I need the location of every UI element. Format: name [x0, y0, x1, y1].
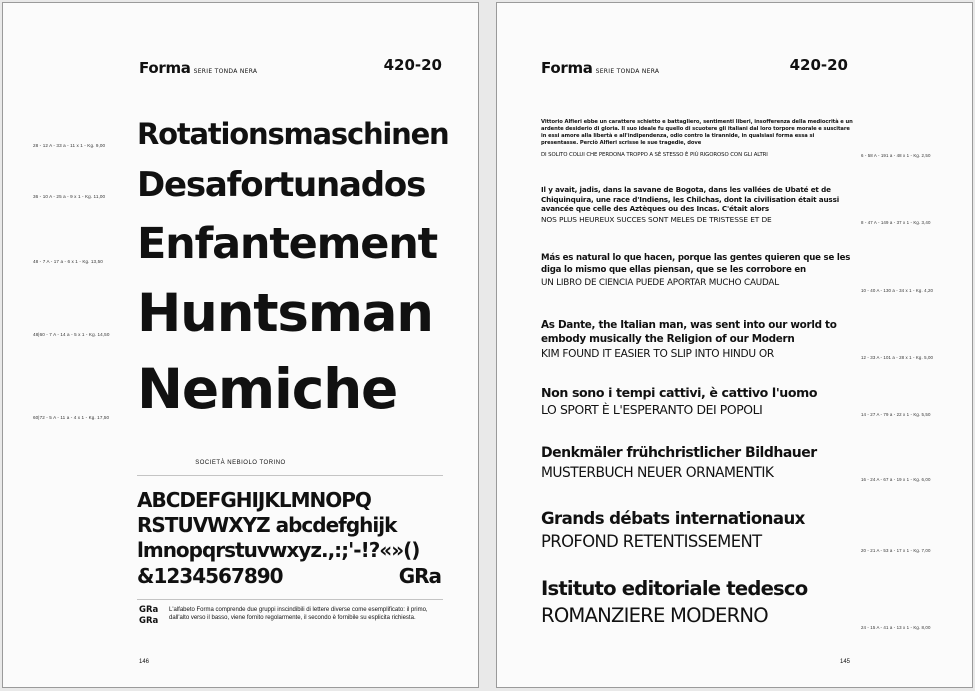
specimen-caps: PROFOND RETENTISSEMENT — [541, 532, 762, 551]
glyph-variant-1: GRa — [139, 605, 159, 615]
size-spec: 14 - 27 A - 79 a - 22 x 1 - Kg. 5,50 — [861, 412, 931, 417]
specimen-word: Rotationsmaschinen — [137, 117, 449, 151]
left-page — [2, 2, 479, 688]
size-spec: 48|60 - 7 A - 14 a - 5 x 1 - Kg. 14,50 — [33, 332, 110, 337]
specimen-caps: NOS PLUS HEUREUX SUCCES SONT MELES DE TRISTESSE ET DE — [541, 214, 772, 224]
glyph-variant-2: GRa — [139, 616, 159, 626]
divider — [137, 475, 443, 476]
specimen-block — [541, 443, 853, 483]
specimen-block — [541, 507, 853, 553]
alternate-glyphs: GRa — [398, 564, 441, 588]
catalog-code: 420-20 — [383, 56, 442, 74]
divider — [137, 599, 443, 600]
size-spec: 36 - 10 A - 25 a - 9 x 1 - Kg. 11,00 — [33, 194, 106, 199]
specimen-block — [541, 575, 853, 629]
size-spec: 10 - 40 A - 130 a - 34 x 1 - Kg. 4,20 — [861, 288, 934, 293]
numerals: &1234567890 — [137, 564, 283, 588]
page-header-title — [139, 59, 257, 77]
page-number: 146 — [139, 659, 150, 665]
specimen-caps: ROMANZIERE MODERNO — [541, 604, 768, 627]
specimen-word: Nemiche — [137, 357, 398, 421]
specimen-block — [541, 318, 853, 362]
specimen-block — [541, 185, 853, 225]
specimen-text: Denkmäler frühchristlicher Bildhauer — [541, 445, 817, 461]
alphabet-note: L'alfabeto Forma comprende due gruppi inscindibili di lettere diverse come esemplificato: il primo, dall'alto verso il basso, viene fornito regolarmente, il secondo è fornibile su esplicita richiesta. — [169, 607, 428, 621]
specimen-caps: KIM FOUND IT EASIER TO SLIP INTO HINDU OR — [541, 348, 774, 360]
foundry-name: SOCIETÀ NEBIOLO TORINO — [195, 460, 286, 466]
brand-name: Forma — [541, 59, 593, 77]
specimen-text: Il y avait, jadis, dans la savane de Bogota, dans les vallées de Ubaté et de Chiquinquira, une race d'Indiens, les Chilchas, dont la civilisation était aussi avancée que celle des Aztèques ou des Incas. C'était alors — [541, 185, 840, 213]
specimen-word: Huntsman — [137, 283, 433, 344]
specimen-text: Non sono i tempi cattivi, è cattivo l'uomo — [541, 385, 818, 400]
size-spec: 20 - 21 A - 53 a - 17 x 1 - Kg. 7,00 — [861, 548, 931, 553]
page-header-title — [541, 59, 659, 77]
size-spec: 8 - 47 A - 149 a - 37 x 1 - Kg. 3,40 — [861, 220, 931, 225]
specimen-text: As Dante, the Italian man, was sent into our world to embody musically the Religion of our Modern — [541, 319, 837, 345]
specimen-text: Grands débats internationaux — [541, 509, 805, 528]
size-spec: 24 - 15 A - 41 a - 13 x 1 - Kg. 8,00 — [861, 625, 931, 630]
size-spec: 16 - 24 A - 67 a - 19 x 1 - Kg. 6,00 — [861, 477, 931, 482]
size-spec: 28 - 12 A - 33 a - 11 x 1 - Kg. 9,00 — [33, 143, 106, 148]
specimen-word: Desafortunados — [137, 165, 426, 205]
alphabet-line-4 — [137, 564, 443, 588]
size-spec: 48 - 7 A - 17 a - 6 x 1 - Kg. 13,50 — [33, 259, 103, 264]
series-name: SERIE TONDA NERA — [193, 68, 258, 75]
specimen-caps: DI SOLITO COLUI CHE PERDONA TROPPO A SÈ STESSO È PIÙ RIGOROSO CON GLI ALTRI — [541, 152, 768, 158]
alphabet-line-2: RSTUVWXYZ abcdefghijk — [137, 513, 397, 537]
specimen-word: Enfantement — [137, 219, 437, 269]
specimen-text: Vittorio Alfieri ebbe un carattere schietto e battagliero, sentimenti liberi, insofferenza della mediocrità e un ardente desiderio di gloria. Il suo ideale fu quello di scuotere gli italiani dal loro torpore morale e suscitare in essi amore alla libertà e all'indipendenza, odio contro la tirannide, in qualsiasi forma essa si presentasse. Perciò Alfieri scrisse le sue tragedie, dove — [541, 119, 853, 146]
specimen-text: Más es natural lo que hacen, porque las gentes quieren que se les diga lo mismo que ellas piensan, que se les corrobore en — [541, 253, 851, 275]
size-spec: 6 - 58 A - 191 a - 48 x 1 - Kg. 2,50 — [861, 153, 931, 158]
specimen-block — [541, 384, 853, 419]
right-page — [496, 2, 973, 688]
size-spec: 12 - 33 A - 101 a - 28 x 1 - Kg. 5,00 — [861, 355, 934, 360]
alphabet-line-1: ABCDEFGHIJKLMNOPQ — [137, 488, 371, 512]
glyph-variants — [139, 605, 158, 627]
page-number: 145 — [840, 659, 851, 665]
brand-name: Forma — [139, 59, 191, 77]
specimen-block — [541, 119, 853, 159]
specimen-caps: LO SPORT È L'ESPERANTO DEI POPOLI — [541, 402, 763, 417]
specimen-text: Istituto editoriale tedesco — [541, 577, 808, 600]
specimen-block — [541, 252, 853, 290]
catalog-code: 420-20 — [789, 56, 848, 74]
series-name: SERIE TONDA NERA — [595, 68, 660, 75]
specimen-caps: MUSTERBUCH NEUER ORNAMENTIK — [541, 465, 774, 481]
alphabet-line-3: lmnopqrstuvwxyz.,:;'-!?«»() — [137, 538, 420, 562]
specimen-caps: UN LIBRO DE CIENCIA PUEDE APORTAR MUCHO CAUDAL — [541, 278, 779, 288]
size-spec: 60|72 - 5 A - 11 a - 4 x 1 - Kg. 17,50 — [33, 415, 110, 420]
